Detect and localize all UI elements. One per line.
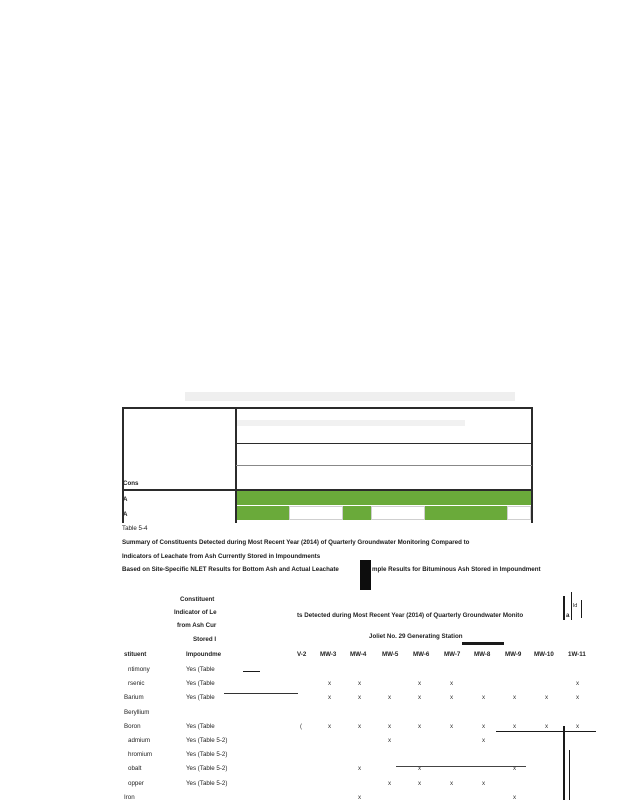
green-cell bbox=[237, 506, 289, 520]
detection-mark: x bbox=[513, 793, 517, 801]
indicator-value: Yes (Table bbox=[186, 694, 215, 702]
detection-mark: x bbox=[513, 765, 517, 773]
detection-mark: x bbox=[450, 694, 454, 702]
indicator-value: Yes (Table bbox=[186, 722, 215, 730]
right-rule bbox=[581, 600, 582, 618]
indicator-value: Yes (Table bbox=[186, 680, 215, 688]
indicator-value: Yes (Table bbox=[186, 666, 215, 673]
detection-mark: x bbox=[482, 737, 486, 744]
station-name: Joliet No. 29 Generating Station bbox=[369, 633, 463, 640]
detection-mark: x bbox=[482, 779, 486, 787]
detection-mark: x bbox=[482, 694, 486, 702]
detection-mark: x bbox=[576, 680, 580, 688]
well-header: MW-7 bbox=[444, 651, 461, 658]
constituent-name: Beryllium bbox=[124, 708, 150, 716]
constituent-header: stituent bbox=[124, 651, 147, 658]
indicator-value: Yes (Table 5-2) bbox=[186, 765, 228, 773]
detection-mark: x bbox=[388, 694, 392, 702]
green-row-1 bbox=[237, 491, 531, 505]
detection-mark: x bbox=[545, 694, 549, 702]
upper-col-label: Cons bbox=[123, 480, 139, 487]
detection-mark: x bbox=[450, 722, 454, 730]
upper-row-label: A bbox=[123, 496, 128, 503]
green-cell bbox=[343, 506, 371, 520]
detection-mark: x bbox=[328, 694, 332, 702]
well-header: MW-6 bbox=[413, 651, 430, 658]
indicator-header-1: Constituent bbox=[180, 596, 215, 603]
constituent-name: Iron bbox=[124, 793, 135, 801]
detection-mark: x bbox=[358, 680, 362, 688]
artifact-line bbox=[496, 731, 596, 732]
detection-mark: x bbox=[450, 779, 454, 787]
detection-mark: x bbox=[513, 722, 517, 730]
detection-mark: x bbox=[328, 680, 332, 688]
detection-mark: x bbox=[576, 722, 580, 730]
redaction-bar bbox=[360, 560, 371, 590]
upper-table-top-border bbox=[122, 407, 533, 409]
detection-mark: x bbox=[388, 737, 392, 744]
white-cell bbox=[371, 506, 425, 520]
indicator-value: Yes (Table 5-2) bbox=[186, 737, 228, 744]
right-rule bbox=[563, 726, 565, 800]
caption-line-3a: Based on Site-Specific NLET Results for Bottom Ash and Actual Leachate bbox=[122, 566, 339, 573]
green-cell bbox=[425, 506, 507, 520]
constituent-name: hromium bbox=[128, 751, 153, 759]
constituent-name: Barium bbox=[124, 694, 144, 702]
upper-table bbox=[122, 407, 533, 523]
constituent-name: opper bbox=[128, 779, 144, 787]
detected-header: ts Detected during Most Recent Year (2014) of Quarterly Groundwater Monito bbox=[297, 612, 524, 619]
indicator-header-3: from Ash Cur bbox=[177, 622, 217, 629]
detection-mark: x bbox=[388, 779, 392, 787]
constituent-name: admium bbox=[128, 737, 151, 744]
indicator-value: Yes (Table 5-2) bbox=[186, 779, 228, 787]
detection-mark: x bbox=[418, 765, 422, 773]
indicator-value: Yes (Table 5-2) bbox=[186, 751, 228, 759]
upper-table-hline-1 bbox=[236, 443, 532, 444]
indicator-header-5: Impoundme bbox=[186, 651, 222, 658]
right-rule bbox=[563, 596, 565, 620]
detection-mark: ( bbox=[300, 722, 303, 730]
well-header: MW-3 bbox=[320, 651, 337, 658]
constituent-name: obalt bbox=[128, 765, 142, 773]
white-cell bbox=[289, 506, 343, 520]
right-rule bbox=[569, 750, 570, 800]
detection-mark: x bbox=[450, 680, 454, 688]
well-header: V-2 bbox=[297, 651, 307, 658]
upper-row-label: A bbox=[123, 511, 128, 518]
well-header: MW-8 bbox=[474, 651, 491, 658]
corner-mark: ld bbox=[573, 603, 578, 609]
upper-table-left-border bbox=[122, 407, 124, 523]
well-header: MW-9 bbox=[505, 651, 522, 658]
detection-mark: x bbox=[418, 722, 422, 730]
detection-mark: x bbox=[513, 694, 517, 702]
constituent-name: ntimony bbox=[128, 666, 150, 673]
detection-mark: x bbox=[358, 793, 362, 801]
constituent-name: rsenic bbox=[128, 680, 145, 688]
detection-mark: x bbox=[576, 694, 580, 702]
caption-line-3b: mple Results for Bituminous Ash Stored in Impoundment bbox=[372, 566, 541, 573]
artifact-line bbox=[243, 671, 260, 672]
well-header: MW-10 bbox=[534, 651, 554, 658]
superscript-a: a bbox=[566, 612, 570, 619]
table-number: Table 5-4 bbox=[122, 525, 148, 532]
well-header: 1W-11 bbox=[568, 651, 586, 658]
detection-mark: x bbox=[388, 722, 392, 730]
right-rule bbox=[571, 592, 572, 620]
indicator-header-2: Indicator of Le bbox=[174, 609, 217, 616]
detection-mark: x bbox=[418, 779, 422, 787]
caption-line-2: Indicators of Leachate from Ash Currently Stored in Impoundments bbox=[122, 553, 321, 560]
white-cell bbox=[507, 506, 531, 520]
artifact-line bbox=[224, 693, 298, 694]
detection-mark: x bbox=[358, 694, 362, 702]
constituent-name: Boron bbox=[124, 722, 141, 730]
well-header: MW-5 bbox=[382, 651, 399, 658]
faded-title-bar bbox=[185, 392, 515, 401]
station-underline bbox=[462, 642, 504, 645]
detection-mark: x bbox=[482, 722, 486, 730]
upper-table-hline-2 bbox=[236, 465, 532, 466]
detection-mark: x bbox=[328, 722, 332, 730]
well-header: MW-4 bbox=[350, 651, 367, 658]
detection-mark: x bbox=[358, 722, 362, 730]
detection-mark: x bbox=[358, 765, 362, 773]
detection-mark: x bbox=[418, 694, 422, 702]
detection-mark: x bbox=[545, 722, 549, 730]
indicator-header-4: Stored I bbox=[193, 636, 217, 643]
artifact-line bbox=[396, 766, 526, 767]
caption-line-1: Summary of Constituents Detected during Most Recent Year (2014) of Quarterly Groundwater Monitoring Compared to bbox=[122, 539, 470, 546]
detection-mark: x bbox=[418, 680, 422, 688]
